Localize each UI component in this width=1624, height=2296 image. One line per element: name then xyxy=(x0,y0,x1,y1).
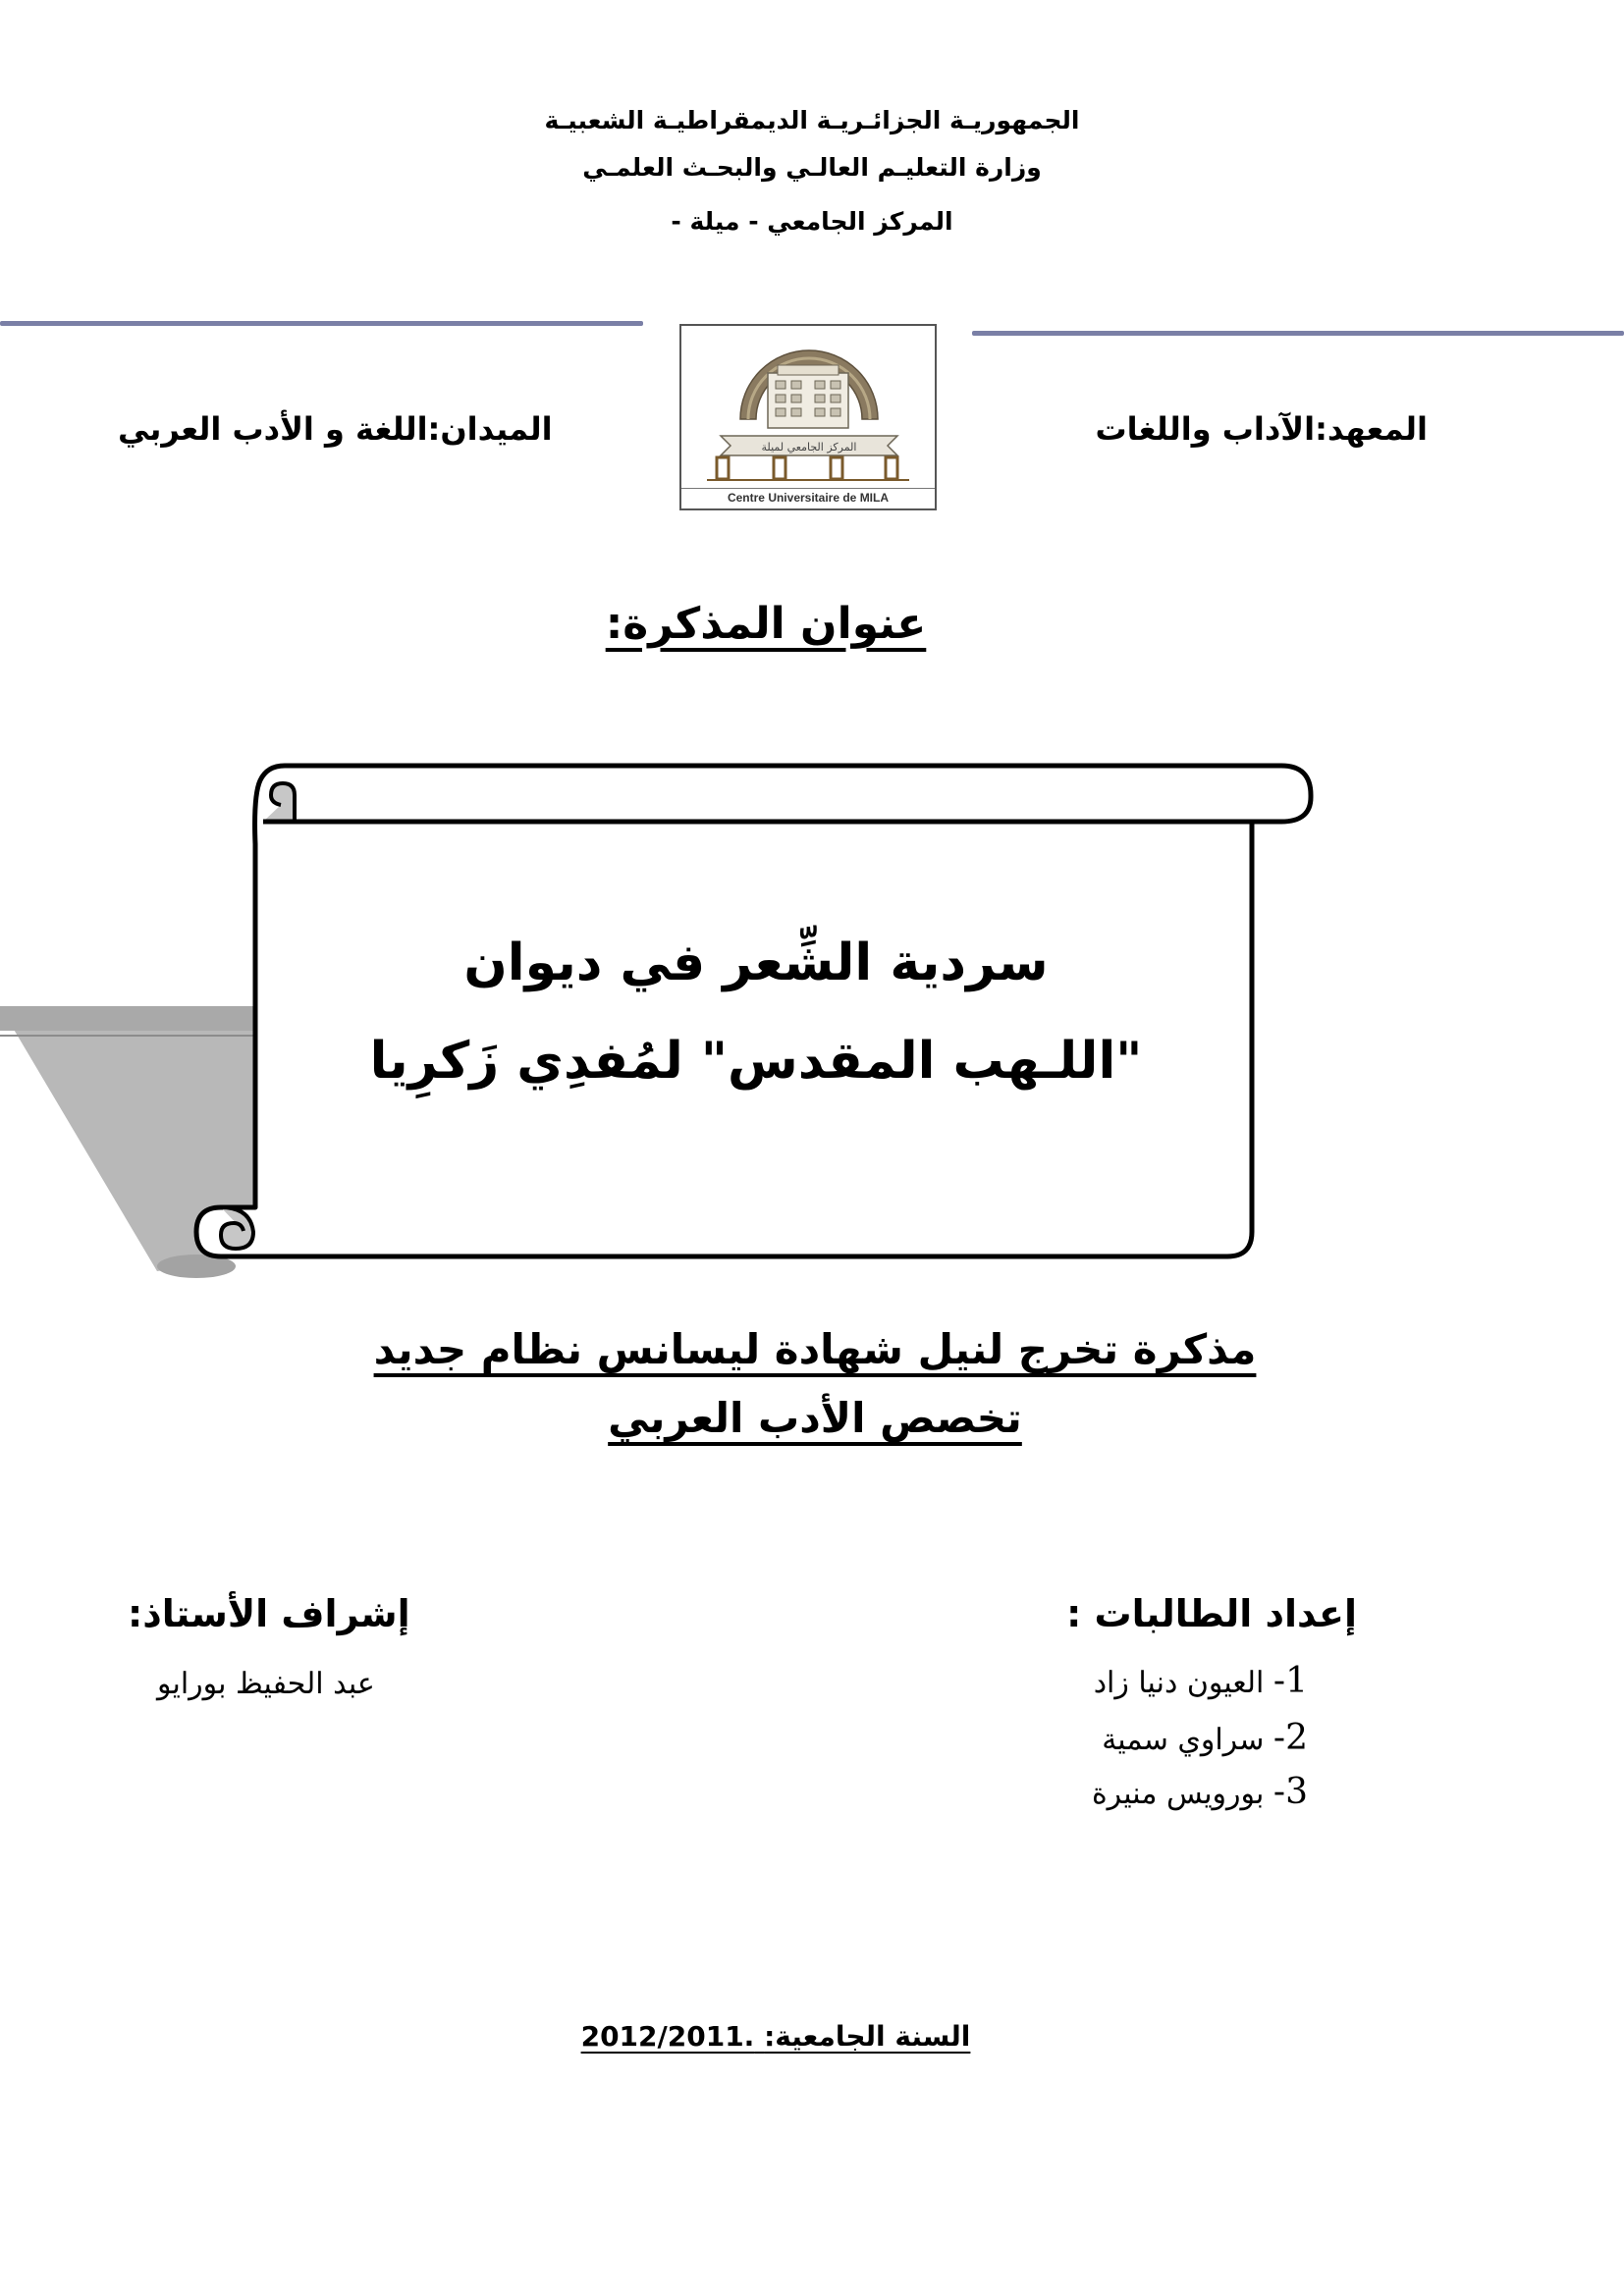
student-name: سراوي سمية xyxy=(1102,1723,1265,1757)
academic-year-value: 2012/2011. xyxy=(580,2020,755,2053)
header-rule-right xyxy=(972,331,1624,336)
header-university-center: المركز الجامعي - ميلة - xyxy=(671,207,953,236)
university-logo xyxy=(679,324,937,510)
logo-caption: Centre Universitaire de MILA xyxy=(681,488,935,505)
logo-banner-text: المركز الجامعي لميلة xyxy=(761,441,857,454)
institute-label: المعهد:الآداب واللغات xyxy=(1095,410,1428,448)
thesis-title-line2: "اللـهب المقدس" لمُفدِي زَكرِيا xyxy=(369,1032,1143,1091)
student-item xyxy=(1092,1772,1308,1812)
scroll-body xyxy=(196,766,1311,1256)
academic-year-label: السنة الجامعية: xyxy=(764,2020,971,2053)
student-number: 2- xyxy=(1272,1718,1308,1758)
academic-year xyxy=(569,2020,982,2053)
student-item xyxy=(1102,1718,1308,1758)
header-republic: الجمهوريـة الجزائـريـة الديمقراطيـة الشعبيـة xyxy=(544,106,1080,134)
logo-building-icon xyxy=(681,326,935,483)
header-rule-left xyxy=(0,321,643,326)
student-number: 1- xyxy=(1272,1661,1308,1701)
students-label: إعداد الطالبات : xyxy=(1066,1592,1357,1635)
supervisor-name: عبد الحفيظ بورايو xyxy=(157,1667,375,1701)
degree-line2: تخصص الأدب العربي xyxy=(608,1394,1022,1442)
student-name: العيون دنيا زاد xyxy=(1093,1666,1265,1700)
thesis-title-line1: سردية الشِّعر في ديوان xyxy=(463,934,1049,992)
supervisor-label: إشراف الأستاذ: xyxy=(128,1592,410,1635)
student-number: 3- xyxy=(1272,1772,1308,1812)
student-name: بورويس منيرة xyxy=(1091,1777,1265,1811)
domain-label: الميدان:اللغة و الأدب العربي xyxy=(118,410,553,448)
degree-line1: مذكرة تخرج لنيل شهادة ليسانس نظام جديد xyxy=(373,1325,1257,1373)
student-item xyxy=(1094,1661,1308,1701)
header-ministry: وزارة التعليـم العالـي والبحـث العلمـي xyxy=(582,153,1042,182)
memo-title-label: عنوان المذكرة: xyxy=(605,599,927,649)
